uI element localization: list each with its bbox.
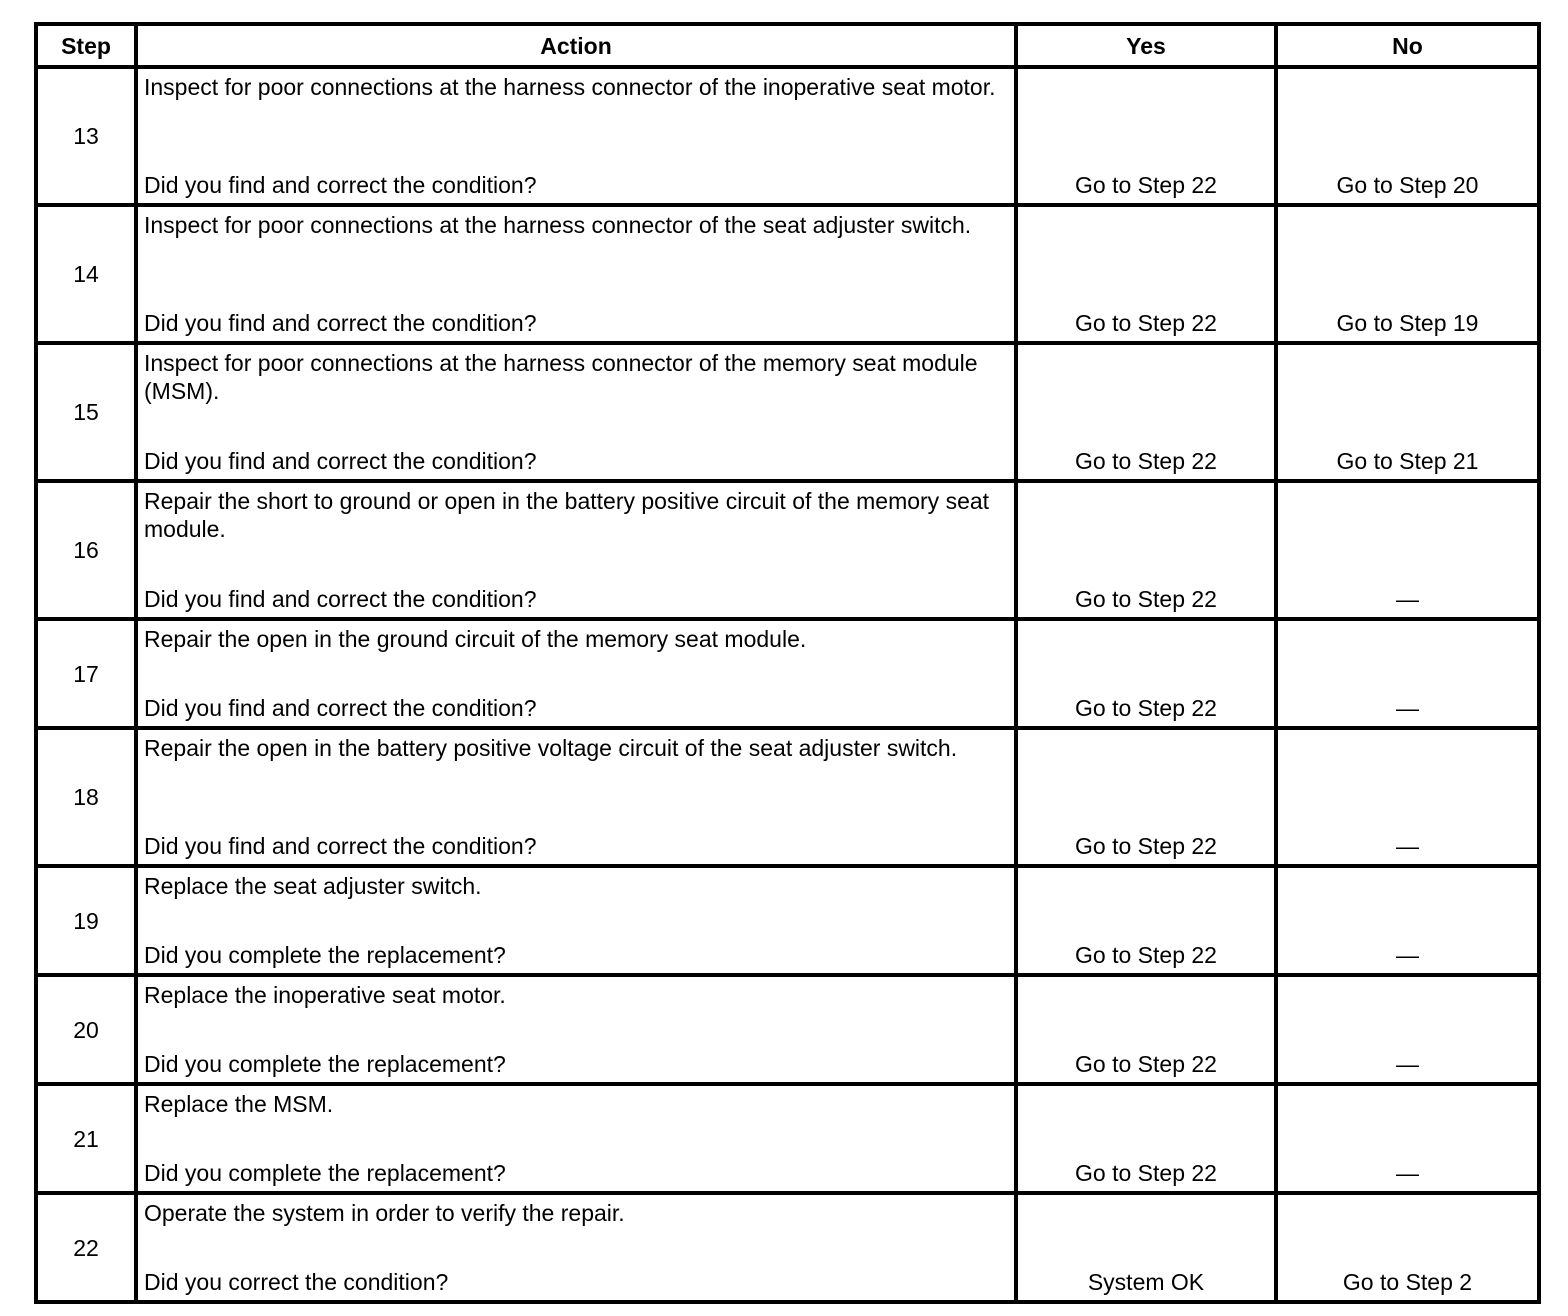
header-action: Action xyxy=(136,24,1016,67)
action-question: Did you correct the condition? xyxy=(144,1269,449,1295)
action-instruction: Repair the short to ground or open in the battery positive circuit of the memory seat module. xyxy=(144,488,990,542)
yes-result: Go to Step 22 xyxy=(1016,975,1276,1084)
yes-result: Go to Step 22 xyxy=(1016,728,1276,866)
table-row xyxy=(36,481,1539,619)
header-no: No xyxy=(1276,24,1539,67)
table-row xyxy=(36,728,1539,866)
action-instruction: Repair the open in the ground circuit of the memory seat module. xyxy=(144,626,807,652)
action-question: Did you find and correct the condition? xyxy=(144,448,537,474)
action-instruction: Replace the inoperative seat motor. xyxy=(144,982,506,1008)
header-step: Step xyxy=(36,24,136,67)
step-number: 19 xyxy=(36,866,136,975)
no-result: Go to Step 19 xyxy=(1276,205,1539,343)
action-question: Did you find and correct the condition? xyxy=(144,833,537,859)
action-cell xyxy=(136,1193,1016,1302)
yes-result: Go to Step 22 xyxy=(1016,343,1276,481)
table-row xyxy=(36,67,1539,205)
action-cell xyxy=(136,728,1016,866)
header-yes: Yes xyxy=(1016,24,1276,67)
no-result: Go to Step 21 xyxy=(1276,343,1539,481)
yes-result: System OK xyxy=(1016,1193,1276,1302)
yes-result: Go to Step 22 xyxy=(1016,1084,1276,1193)
action-question: Did you find and correct the condition? xyxy=(144,310,537,336)
diagnostic-steps-table xyxy=(34,22,1541,1304)
action-instruction: Inspect for poor connections at the harness connector of the seat adjuster switch. xyxy=(144,212,972,238)
table-row xyxy=(36,343,1539,481)
step-number: 16 xyxy=(36,481,136,619)
action-cell xyxy=(136,343,1016,481)
step-number: 18 xyxy=(36,728,136,866)
action-cell xyxy=(136,619,1016,728)
yes-result: Go to Step 22 xyxy=(1016,67,1276,205)
action-cell xyxy=(136,866,1016,975)
yes-result: Go to Step 22 xyxy=(1016,205,1276,343)
table-row xyxy=(36,1084,1539,1193)
action-cell xyxy=(136,481,1016,619)
header-row xyxy=(36,24,1539,67)
action-question: Did you find and correct the condition? xyxy=(144,586,537,612)
action-instruction: Replace the seat adjuster switch. xyxy=(144,873,482,899)
yes-result: Go to Step 22 xyxy=(1016,619,1276,728)
action-question: Did you complete the replacement? xyxy=(144,1051,506,1077)
no-result: Go to Step 2 xyxy=(1276,1193,1539,1302)
action-instruction: Inspect for poor connections at the harness connector of the inoperative seat motor. xyxy=(144,74,996,100)
action-instruction: Inspect for poor connections at the harness connector of the memory seat module (MSM). xyxy=(144,350,978,404)
table-row xyxy=(36,205,1539,343)
action-question: Did you complete the replacement? xyxy=(144,942,506,968)
action-instruction: Operate the system in order to verify the repair. xyxy=(144,1200,625,1226)
no-result: — xyxy=(1276,619,1539,728)
no-result: — xyxy=(1276,1084,1539,1193)
action-cell xyxy=(136,67,1016,205)
table-row xyxy=(36,619,1539,728)
action-question: Did you find and correct the condition? xyxy=(144,172,537,198)
yes-result: Go to Step 22 xyxy=(1016,481,1276,619)
no-result: Go to Step 20 xyxy=(1276,67,1539,205)
step-number: 17 xyxy=(36,619,136,728)
no-result: — xyxy=(1276,481,1539,619)
step-number: 13 xyxy=(36,67,136,205)
no-result: — xyxy=(1276,975,1539,1084)
step-number: 14 xyxy=(36,205,136,343)
table-row xyxy=(36,975,1539,1084)
step-number: 22 xyxy=(36,1193,136,1302)
table-row xyxy=(36,866,1539,975)
table-row xyxy=(36,1193,1539,1302)
action-question: Did you complete the replacement? xyxy=(144,1160,506,1186)
yes-result: Go to Step 22 xyxy=(1016,866,1276,975)
action-instruction: Repair the open in the battery positive voltage circuit of the seat adjuster switch. xyxy=(144,735,958,761)
step-number: 15 xyxy=(36,343,136,481)
action-instruction: Replace the MSM. xyxy=(144,1091,334,1117)
no-result: — xyxy=(1276,728,1539,866)
action-question: Did you find and correct the condition? xyxy=(144,695,537,721)
step-number: 21 xyxy=(36,1084,136,1193)
no-result: — xyxy=(1276,866,1539,975)
action-cell xyxy=(136,205,1016,343)
step-number: 20 xyxy=(36,975,136,1084)
action-cell xyxy=(136,1084,1016,1193)
action-cell xyxy=(136,975,1016,1084)
